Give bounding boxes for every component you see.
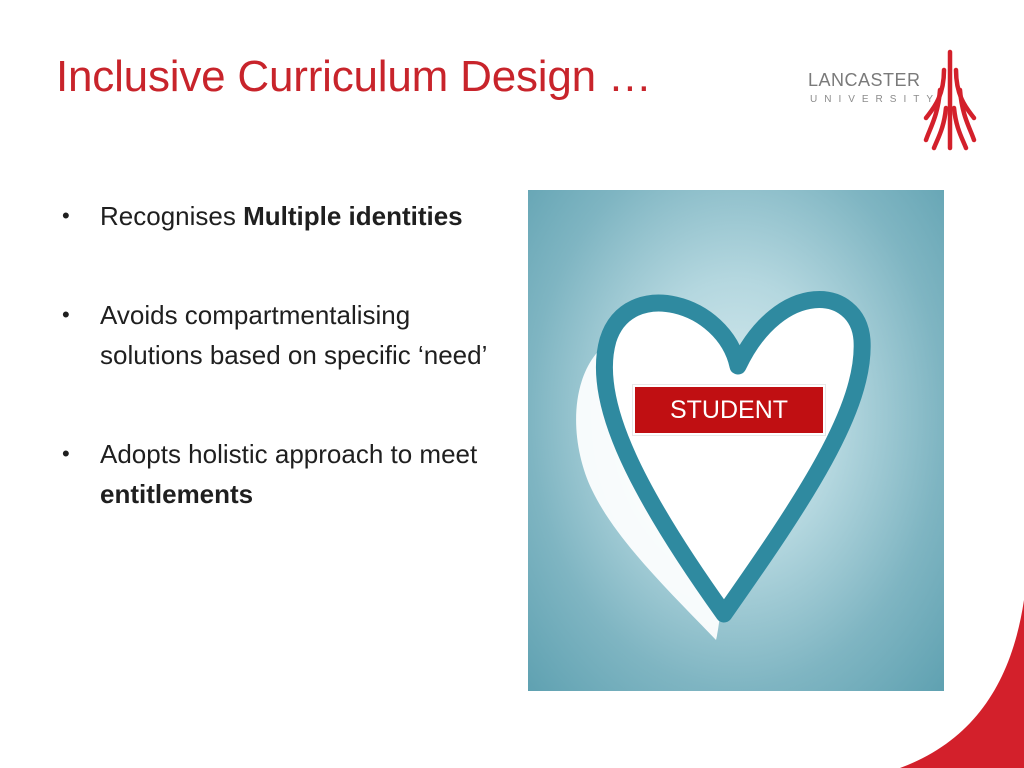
bullet-dot: •	[62, 441, 70, 466]
bullet-text: Adopts holistic approach to meet	[100, 439, 478, 469]
student-badge: STUDENT	[633, 385, 825, 435]
bullet-item	[58, 196, 498, 236]
bullet-item	[58, 295, 498, 375]
logo-subtitle: UNIVERSITY	[810, 94, 941, 105]
lancaster-university-logo-icon	[922, 48, 978, 152]
logo-name: LANCASTER	[808, 70, 921, 90]
slide-title: Inclusive Curriculum Design …	[56, 52, 652, 101]
university-logo	[806, 48, 982, 156]
bullet-list	[58, 196, 498, 573]
bullet-text: Recognises	[100, 201, 244, 231]
bullet-emphasis: entitlements	[100, 479, 254, 509]
bullet-emphasis: Multiple identities	[243, 201, 463, 231]
bullet-item	[58, 434, 498, 514]
bullet-dot: •	[62, 203, 70, 228]
corner-swoosh-decoration	[880, 600, 1024, 768]
bullet-dot: •	[62, 302, 70, 327]
bullet-text: Avoids compartmentalising solutions based on specific ‘need’	[100, 300, 488, 370]
